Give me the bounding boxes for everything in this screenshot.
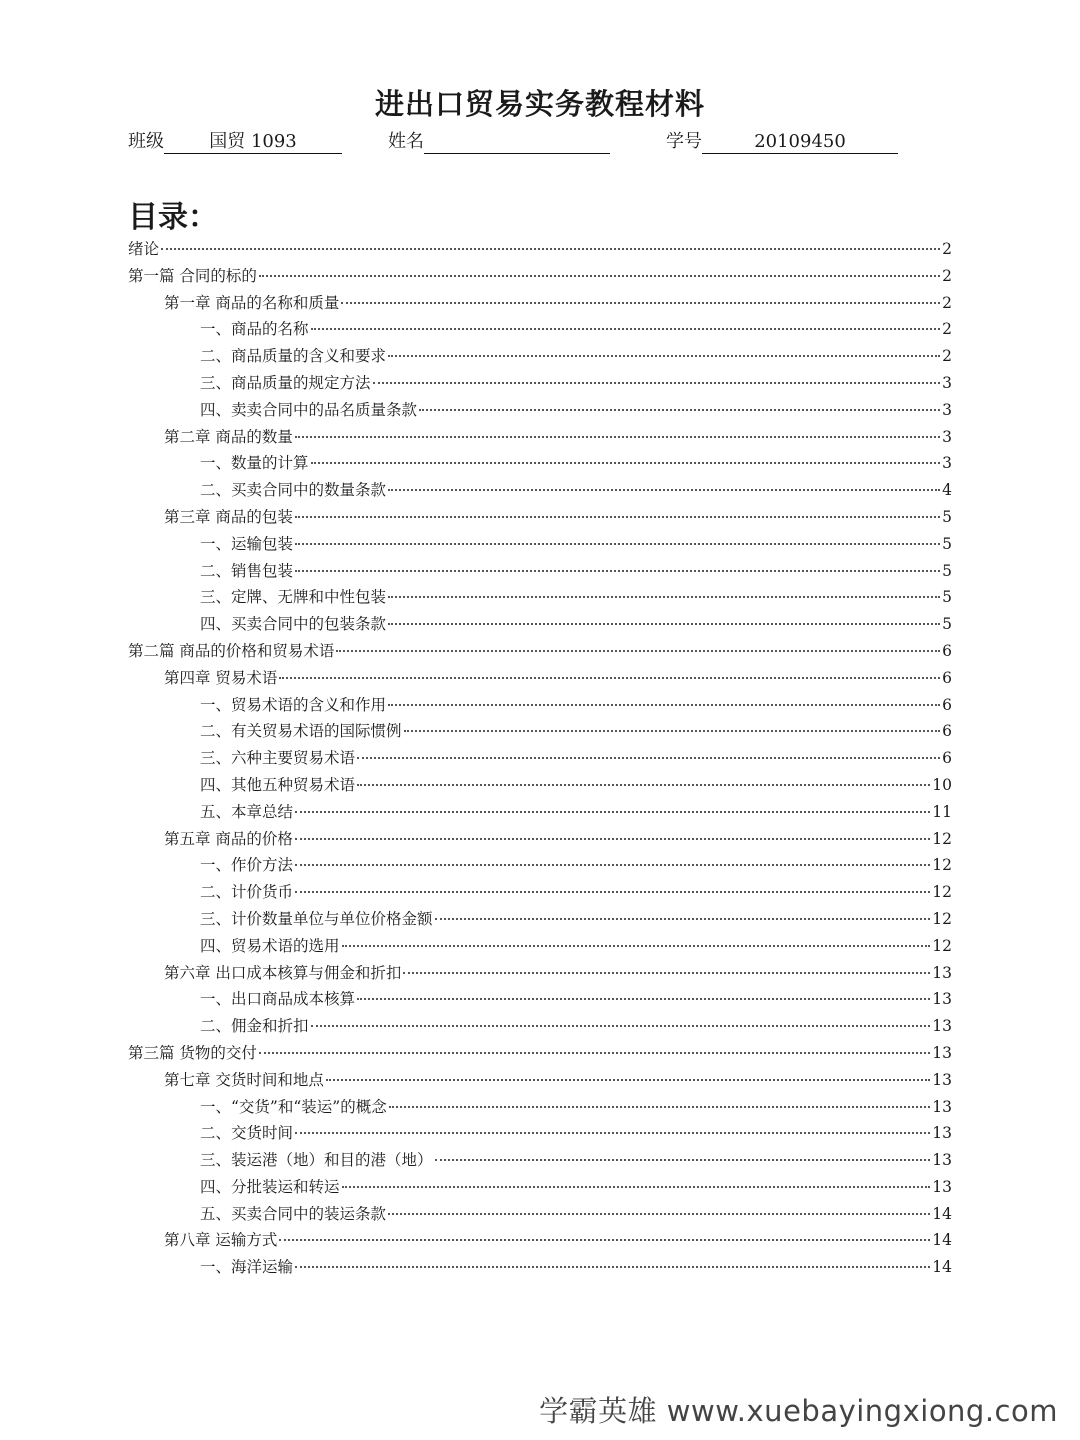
toc-leader-dots [161,247,940,250]
toc-entry-title: 一、贸易术语的含义和作用 [200,695,387,714]
toc-leader-dots [373,381,940,384]
toc-entry-title: 四、贸易术语的选用 [200,936,340,955]
toc-entry[interactable] [128,1120,952,1147]
toc-leader-dots [404,729,940,732]
toc-heading: 目录： [128,200,218,235]
student-id-field [666,130,898,154]
student-id-label: 学号 [666,131,702,152]
toc-entry-title: 第二篇 商品的价格和贸易术语 [128,641,335,660]
toc-entry[interactable] [128,450,952,477]
toc-entry-title: 第三篇 货物的交付 [128,1043,257,1062]
toc-entry[interactable] [128,316,952,343]
toc-entry-title: 第五章 商品的价格 [164,829,293,848]
toc-entry[interactable] [128,799,952,826]
toc-entry-title: 第六章 出口成本核算与佣金和折扣 [164,963,402,982]
student-id-value: 20109450 [702,131,898,154]
toc-entry-page: 5 [942,561,952,580]
toc-leader-dots [388,1212,930,1215]
toc-leader-dots [295,810,930,813]
toc-entry-page: 13 [932,1124,952,1143]
toc-leader-dots [295,890,930,893]
toc-entry[interactable] [128,558,952,585]
toc-leader-dots [295,515,940,518]
toc-entry-title: 一、商品的名称 [200,320,309,339]
toc-entry[interactable] [128,745,952,772]
toc-entry-page: 2 [942,320,952,339]
toc-entry-title: 二、交货时间 [200,1124,294,1143]
toc-entry-page: 6 [942,695,952,714]
toc-entry-page: 3 [942,373,952,392]
toc-entry-page: 3 [942,400,952,419]
toc-entry-title: 第三章 商品的包装 [164,507,293,526]
toc-entry-page: 5 [942,588,952,607]
toc-entry[interactable] [128,665,952,692]
toc-entry-title: 四、分批装运和转运 [200,1177,340,1196]
watermark: 学霸英雄 www.xuebayingxiong.com [539,1394,1058,1428]
toc-entry-title: 一、作价方法 [200,856,294,875]
toc-entry-page: 5 [942,534,952,553]
toc-leader-dots [311,327,940,330]
class-label: 班级 [128,131,164,152]
toc-entry[interactable] [128,1201,952,1228]
toc-entry-title: 第一章 商品的名称和质量 [164,293,340,312]
class-field [128,130,342,154]
toc-entry[interactable] [128,826,952,853]
toc-entry-title: 二、计价货币 [200,883,294,902]
toc-entry[interactable] [128,584,952,611]
toc-leader-dots [419,408,940,411]
toc-entry-page: 12 [932,909,952,928]
toc-entry[interactable] [128,960,952,987]
toc-entry-title: 一、“交货”和“装运”的概念 [200,1097,387,1116]
toc-leader-dots [357,997,930,1000]
toc-entry-title: 三、六种主要贸易术语 [200,749,356,768]
toc-entry-title: 一、运输包装 [200,534,294,553]
toc-leader-dots [342,1185,931,1188]
toc-entry-page: 6 [942,668,952,687]
toc-entry-page: 14 [932,1231,952,1250]
toc-entry-page: 12 [932,829,952,848]
toc-entry-page: 11 [932,802,952,821]
toc-entry-title: 第二章 商品的数量 [164,427,293,446]
toc-leader-dots [388,622,940,625]
toc-leader-dots [435,1158,931,1161]
toc-entry-page: 13 [932,1097,952,1116]
toc-leader-dots [295,1131,930,1134]
toc-entry[interactable] [128,236,952,263]
toc-entry[interactable] [128,852,952,879]
toc-entry-title: 第七章 交货时间和地点 [164,1070,324,1089]
toc-entry-page: 13 [932,1043,952,1062]
toc-entry[interactable] [128,933,952,960]
toc-leader-dots [295,837,930,840]
table-of-contents [128,236,952,1281]
toc-entry-page: 5 [942,615,952,634]
toc-leader-dots [259,1051,930,1054]
toc-leader-dots [295,863,930,866]
toc-entry-title: 二、商品质量的含义和要求 [200,347,387,366]
toc-entry-title: 绪论 [128,240,160,258]
toc-entry-page: 5 [942,507,952,526]
toc-leader-dots [341,301,940,304]
toc-entry-page: 2 [942,347,952,366]
toc-entry[interactable] [128,397,952,424]
toc-entry[interactable] [128,906,952,933]
toc-entry-page: 6 [942,722,952,741]
toc-entry-page: 6 [942,749,952,768]
toc-entry-title: 五、本章总结 [200,802,294,821]
toc-leader-dots [295,569,940,572]
toc-entry[interactable] [128,504,952,531]
toc-entry-page: 3 [942,427,952,446]
toc-entry-page: 14 [932,1258,952,1277]
toc-entry-page: 2 [942,293,952,312]
toc-leader-dots [388,354,940,357]
toc-entry[interactable] [128,1013,952,1040]
toc-entry[interactable] [128,1254,952,1281]
document-title: 进出口贸易实务教程材料 [374,87,705,121]
toc-entry[interactable] [128,1067,952,1094]
toc-entry-page: 13 [932,1017,952,1036]
toc-entry[interactable] [128,290,952,317]
toc-leader-dots [336,649,940,652]
toc-leader-dots [403,971,930,974]
toc-leader-dots [311,461,940,464]
toc-leader-dots [326,1078,930,1081]
toc-entry-title: 第四章 贸易术语 [164,668,278,687]
toc-entry[interactable] [128,477,952,504]
toc-leader-dots [279,1238,930,1241]
toc-entry-page: 2 [942,240,952,258]
name-field [388,130,610,154]
toc-entry-title: 二、买卖合同中的数量条款 [200,481,387,500]
toc-entry[interactable] [128,531,952,558]
toc-leader-dots [295,435,940,438]
toc-leader-dots [279,676,940,679]
toc-entry-title: 二、佣金和折扣 [200,1017,309,1036]
toc-entry-page: 2 [942,266,952,285]
toc-entry[interactable] [128,424,952,451]
toc-entry[interactable] [128,718,952,745]
toc-leader-dots [389,1105,931,1108]
toc-entry-title: 二、有关贸易术语的国际惯例 [200,722,402,741]
toc-entry[interactable] [128,1227,952,1254]
toc-leader-dots [435,917,931,920]
name-label: 姓名 [388,131,424,152]
toc-leader-dots [388,488,940,491]
toc-entry-page: 6 [942,641,952,660]
toc-entry-title: 三、计价数量单位与单位价格金额 [200,909,433,928]
class-value: 国贸 1093 [164,131,342,154]
toc-entry-page: 13 [932,963,952,982]
toc-entry-title: 四、其他五种贸易术语 [200,775,356,794]
toc-entry[interactable] [128,1147,952,1174]
toc-entry-title: 三、商品质量的规定方法 [200,373,371,392]
toc-entry-page: 14 [932,1204,952,1223]
toc-entry-title: 三、定牌、无牌和中性包装 [200,588,387,607]
toc-entry-title: 一、出口商品成本核算 [200,990,356,1009]
toc-entry-title: 一、海洋运输 [200,1258,294,1277]
toc-entry-title: 一、数量的计算 [200,454,309,473]
toc-entry-page: 13 [932,1070,952,1089]
toc-leader-dots [295,1265,930,1268]
toc-entry-title: 第八章 运输方式 [164,1231,278,1250]
toc-entry[interactable] [128,343,952,370]
toc-entry-page: 13 [932,990,952,1009]
toc-entry-title: 三、装运港（地）和目的港（地） [200,1151,433,1170]
toc-entry[interactable] [128,263,952,290]
toc-leader-dots [388,703,940,706]
toc-leader-dots [357,756,940,759]
toc-entry[interactable] [128,986,952,1013]
toc-entry[interactable] [128,638,952,665]
toc-entry-title: 四、买卖合同中的包装条款 [200,615,387,634]
toc-entry[interactable] [128,370,952,397]
toc-entry[interactable] [128,1094,952,1121]
toc-entry[interactable] [128,772,952,799]
toc-leader-dots [388,595,940,598]
toc-entry-page: 3 [942,454,952,473]
toc-leader-dots [311,1024,931,1027]
toc-entry[interactable] [128,692,952,719]
toc-leader-dots [295,542,940,545]
toc-entry[interactable] [128,1174,952,1201]
toc-entry[interactable] [128,611,952,638]
toc-leader-dots [342,944,931,947]
toc-leader-dots [259,274,940,277]
toc-entry[interactable] [128,1040,952,1067]
toc-entry-title: 二、销售包装 [200,561,294,580]
toc-entry-title: 第一篇 合同的标的 [128,266,257,285]
toc-entry-page: 4 [942,481,952,500]
name-value [424,131,610,154]
toc-entry[interactable] [128,879,952,906]
toc-entry-page: 13 [932,1151,952,1170]
toc-entry-page: 12 [932,856,952,875]
toc-entry-page: 12 [932,936,952,955]
toc-entry-title: 五、买卖合同中的装运条款 [200,1204,387,1223]
toc-entry-page: 12 [932,883,952,902]
toc-entry-page: 13 [932,1177,952,1196]
toc-entry-page: 10 [932,775,952,794]
toc-leader-dots [357,783,930,786]
toc-entry-title: 四、卖卖合同中的品名质量条款 [200,400,418,419]
